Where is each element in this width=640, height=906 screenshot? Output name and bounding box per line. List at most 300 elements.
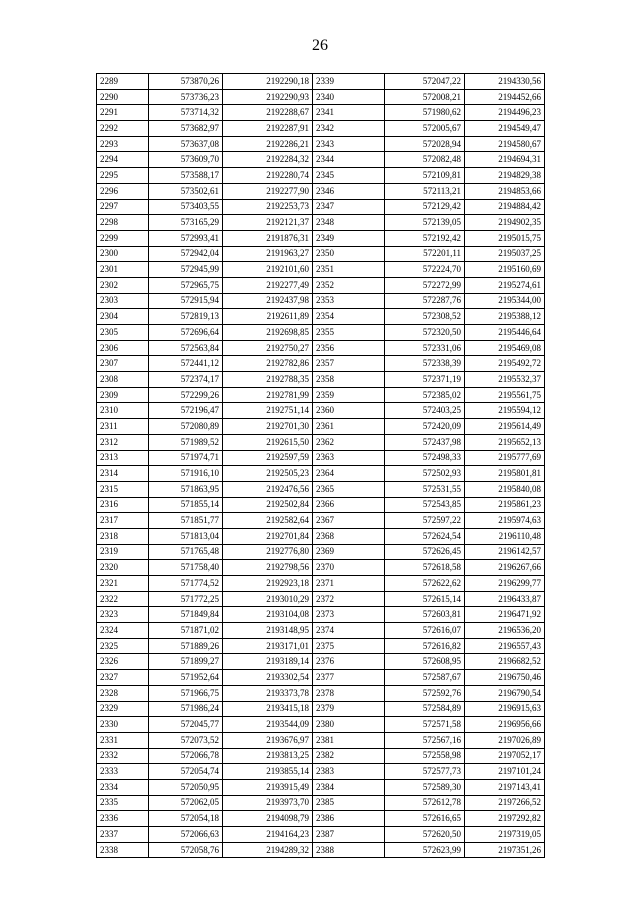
point-number-cell: 2369 bbox=[313, 544, 385, 560]
table-row bbox=[97, 293, 545, 309]
table-row bbox=[97, 105, 545, 121]
x-coordinate-cell: 572192,42 bbox=[385, 230, 465, 246]
point-number-cell: 2377 bbox=[313, 670, 385, 686]
point-number-cell: 2290 bbox=[97, 89, 149, 105]
y-coordinate-cell: 2195777,69 bbox=[465, 450, 545, 466]
point-number-cell: 2326 bbox=[97, 654, 149, 670]
y-coordinate-cell: 2196790,54 bbox=[465, 685, 545, 701]
x-coordinate-cell: 572612,78 bbox=[385, 795, 465, 811]
x-coordinate-cell: 572073,52 bbox=[149, 732, 223, 748]
x-coordinate-cell: 572502,93 bbox=[385, 466, 465, 482]
table-row bbox=[97, 246, 545, 262]
y-coordinate-cell: 2193373,78 bbox=[223, 685, 313, 701]
table-row bbox=[97, 528, 545, 544]
y-coordinate-cell: 2196956,66 bbox=[465, 717, 545, 733]
y-coordinate-cell: 2192277,90 bbox=[223, 183, 313, 199]
y-coordinate-cell: 2192788,35 bbox=[223, 372, 313, 388]
x-coordinate-cell: 572331,06 bbox=[385, 340, 465, 356]
y-coordinate-cell: 2195801,81 bbox=[465, 466, 545, 482]
y-coordinate-cell: 2192476,56 bbox=[223, 481, 313, 497]
point-number-cell: 2365 bbox=[313, 481, 385, 497]
point-number-cell: 2376 bbox=[313, 654, 385, 670]
table-row bbox=[97, 356, 545, 372]
point-number-cell: 2380 bbox=[313, 717, 385, 733]
point-number-cell: 2360 bbox=[313, 403, 385, 419]
y-coordinate-cell: 2192611,89 bbox=[223, 309, 313, 325]
x-coordinate-cell: 571899,27 bbox=[149, 654, 223, 670]
y-coordinate-cell: 2194829,38 bbox=[465, 168, 545, 184]
x-coordinate-cell: 571871,02 bbox=[149, 623, 223, 639]
y-coordinate-cell: 2192286,21 bbox=[223, 136, 313, 152]
y-coordinate-cell: 2192597,59 bbox=[223, 450, 313, 466]
y-coordinate-cell: 2192798,56 bbox=[223, 560, 313, 576]
table-row bbox=[97, 717, 545, 733]
point-number-cell: 2306 bbox=[97, 340, 149, 356]
point-number-cell: 2322 bbox=[97, 591, 149, 607]
x-coordinate-cell: 572441,12 bbox=[149, 356, 223, 372]
table-row bbox=[97, 387, 545, 403]
x-coordinate-cell: 572308,52 bbox=[385, 309, 465, 325]
table-row bbox=[97, 136, 545, 152]
point-number-cell: 2387 bbox=[313, 827, 385, 843]
x-coordinate-cell: 572420,09 bbox=[385, 419, 465, 435]
y-coordinate-cell: 2194164,23 bbox=[223, 827, 313, 843]
table-row bbox=[97, 215, 545, 231]
x-coordinate-cell: 572616,07 bbox=[385, 623, 465, 639]
y-coordinate-cell: 2196299,77 bbox=[465, 576, 545, 592]
point-number-cell: 2298 bbox=[97, 215, 149, 231]
x-coordinate-cell: 572945,99 bbox=[149, 262, 223, 278]
y-coordinate-cell: 2193171,01 bbox=[223, 638, 313, 654]
x-coordinate-cell: 573609,70 bbox=[149, 152, 223, 168]
y-coordinate-cell: 2196682,52 bbox=[465, 654, 545, 670]
y-coordinate-cell: 2196433,87 bbox=[465, 591, 545, 607]
x-coordinate-cell: 572942,04 bbox=[149, 246, 223, 262]
point-number-cell: 2330 bbox=[97, 717, 149, 733]
point-number-cell: 2291 bbox=[97, 105, 149, 121]
y-coordinate-cell: 2194580,67 bbox=[465, 136, 545, 152]
x-coordinate-cell: 573682,97 bbox=[149, 121, 223, 137]
x-coordinate-cell: 572050,95 bbox=[149, 779, 223, 795]
x-coordinate-cell: 571889,26 bbox=[149, 638, 223, 654]
x-coordinate-cell: 572113,21 bbox=[385, 183, 465, 199]
x-coordinate-cell: 572129,42 bbox=[385, 199, 465, 215]
y-coordinate-cell: 2193415,18 bbox=[223, 701, 313, 717]
y-coordinate-cell: 2195594,12 bbox=[465, 403, 545, 419]
y-coordinate-cell: 2196267,66 bbox=[465, 560, 545, 576]
point-number-cell: 2340 bbox=[313, 89, 385, 105]
y-coordinate-cell: 2195388,12 bbox=[465, 309, 545, 325]
y-coordinate-cell: 2195561,75 bbox=[465, 387, 545, 403]
y-coordinate-cell: 2192101,60 bbox=[223, 262, 313, 278]
point-number-cell: 2368 bbox=[313, 528, 385, 544]
point-number-cell: 2321 bbox=[97, 576, 149, 592]
table-row bbox=[97, 638, 545, 654]
x-coordinate-cell: 572320,50 bbox=[385, 325, 465, 341]
point-number-cell: 2354 bbox=[313, 309, 385, 325]
table-row bbox=[97, 403, 545, 419]
table-row bbox=[97, 434, 545, 450]
y-coordinate-cell: 2195652,13 bbox=[465, 434, 545, 450]
point-number-cell: 2372 bbox=[313, 591, 385, 607]
y-coordinate-cell: 2192923,18 bbox=[223, 576, 313, 592]
x-coordinate-cell: 572287,76 bbox=[385, 293, 465, 309]
table-row bbox=[97, 419, 545, 435]
table-row bbox=[97, 152, 545, 168]
table-row bbox=[97, 340, 545, 356]
x-coordinate-cell: 572374,17 bbox=[149, 372, 223, 388]
table-row bbox=[97, 827, 545, 843]
x-coordinate-cell: 573870,26 bbox=[149, 74, 223, 90]
point-number-cell: 2289 bbox=[97, 74, 149, 90]
x-coordinate-cell: 572028,94 bbox=[385, 136, 465, 152]
table-row bbox=[97, 372, 545, 388]
y-coordinate-cell: 2195274,61 bbox=[465, 277, 545, 293]
table-row bbox=[97, 732, 545, 748]
y-coordinate-cell: 2196557,43 bbox=[465, 638, 545, 654]
y-coordinate-cell: 2192615,50 bbox=[223, 434, 313, 450]
x-coordinate-cell: 572696,64 bbox=[149, 325, 223, 341]
y-coordinate-cell: 2197026,89 bbox=[465, 732, 545, 748]
point-number-cell: 2386 bbox=[313, 811, 385, 827]
point-number-cell: 2334 bbox=[97, 779, 149, 795]
y-coordinate-cell: 2194452,66 bbox=[465, 89, 545, 105]
point-number-cell: 2362 bbox=[313, 434, 385, 450]
y-coordinate-cell: 2194289,32 bbox=[223, 842, 313, 858]
x-coordinate-cell: 572109,81 bbox=[385, 168, 465, 184]
x-coordinate-cell: 572272,99 bbox=[385, 277, 465, 293]
table-row bbox=[97, 230, 545, 246]
point-number-cell: 2351 bbox=[313, 262, 385, 278]
y-coordinate-cell: 2192253,73 bbox=[223, 199, 313, 215]
x-coordinate-cell: 573736,23 bbox=[149, 89, 223, 105]
y-coordinate-cell: 2196750,46 bbox=[465, 670, 545, 686]
x-coordinate-cell: 572531,55 bbox=[385, 481, 465, 497]
point-number-cell: 2292 bbox=[97, 121, 149, 137]
point-number-cell: 2342 bbox=[313, 121, 385, 137]
y-coordinate-cell: 2195614,49 bbox=[465, 419, 545, 435]
y-coordinate-cell: 2196536,20 bbox=[465, 623, 545, 639]
x-coordinate-cell: 571980,62 bbox=[385, 105, 465, 121]
x-coordinate-cell: 571772,25 bbox=[149, 591, 223, 607]
y-coordinate-cell: 2193302,54 bbox=[223, 670, 313, 686]
point-number-cell: 2331 bbox=[97, 732, 149, 748]
y-coordinate-cell: 2194902,35 bbox=[465, 215, 545, 231]
point-number-cell: 2301 bbox=[97, 262, 149, 278]
y-coordinate-cell: 2192701,84 bbox=[223, 528, 313, 544]
y-coordinate-cell: 2194694,31 bbox=[465, 152, 545, 168]
x-coordinate-cell: 571765,48 bbox=[149, 544, 223, 560]
point-number-cell: 2339 bbox=[313, 74, 385, 90]
x-coordinate-cell: 572054,74 bbox=[149, 764, 223, 780]
y-coordinate-cell: 2192582,64 bbox=[223, 513, 313, 529]
table-row bbox=[97, 654, 545, 670]
point-number-cell: 2296 bbox=[97, 183, 149, 199]
x-coordinate-cell: 572437,98 bbox=[385, 434, 465, 450]
y-coordinate-cell: 2195840,08 bbox=[465, 481, 545, 497]
y-coordinate-cell: 2192277,49 bbox=[223, 277, 313, 293]
table-row bbox=[97, 701, 545, 717]
y-coordinate-cell: 2195974,63 bbox=[465, 513, 545, 529]
x-coordinate-cell: 572597,22 bbox=[385, 513, 465, 529]
y-coordinate-cell: 2192290,93 bbox=[223, 89, 313, 105]
x-coordinate-cell: 572224,70 bbox=[385, 262, 465, 278]
point-number-cell: 2293 bbox=[97, 136, 149, 152]
x-coordinate-cell: 572571,58 bbox=[385, 717, 465, 733]
point-number-cell: 2343 bbox=[313, 136, 385, 152]
point-number-cell: 2302 bbox=[97, 277, 149, 293]
y-coordinate-cell: 2193010,29 bbox=[223, 591, 313, 607]
table-row bbox=[97, 811, 545, 827]
y-coordinate-cell: 2192287,91 bbox=[223, 121, 313, 137]
x-coordinate-cell: 572062,05 bbox=[149, 795, 223, 811]
x-coordinate-cell: 572403,25 bbox=[385, 403, 465, 419]
point-number-cell: 2300 bbox=[97, 246, 149, 262]
point-number-cell: 2314 bbox=[97, 466, 149, 482]
point-number-cell: 2305 bbox=[97, 325, 149, 341]
x-coordinate-cell: 573714,32 bbox=[149, 105, 223, 121]
point-number-cell: 2310 bbox=[97, 403, 149, 419]
y-coordinate-cell: 2192502,84 bbox=[223, 497, 313, 513]
table-row bbox=[97, 795, 545, 811]
x-coordinate-cell: 572626,45 bbox=[385, 544, 465, 560]
y-coordinate-cell: 2192505,23 bbox=[223, 466, 313, 482]
table-row bbox=[97, 309, 545, 325]
y-coordinate-cell: 2197052,17 bbox=[465, 748, 545, 764]
table-row bbox=[97, 450, 545, 466]
x-coordinate-cell: 571774,52 bbox=[149, 576, 223, 592]
table-row bbox=[97, 764, 545, 780]
point-number-cell: 2384 bbox=[313, 779, 385, 795]
point-number-cell: 2366 bbox=[313, 497, 385, 513]
x-coordinate-cell: 572045,77 bbox=[149, 717, 223, 733]
point-number-cell: 2319 bbox=[97, 544, 149, 560]
point-number-cell: 2358 bbox=[313, 372, 385, 388]
point-number-cell: 2323 bbox=[97, 607, 149, 623]
x-coordinate-cell: 572620,50 bbox=[385, 827, 465, 843]
table-row bbox=[97, 183, 545, 199]
point-number-cell: 2299 bbox=[97, 230, 149, 246]
x-coordinate-cell: 572819,13 bbox=[149, 309, 223, 325]
table-row bbox=[97, 685, 545, 701]
y-coordinate-cell: 2195861,23 bbox=[465, 497, 545, 513]
x-coordinate-cell: 572603,81 bbox=[385, 607, 465, 623]
point-number-cell: 2325 bbox=[97, 638, 149, 654]
y-coordinate-cell: 2195492,72 bbox=[465, 356, 545, 372]
table-row bbox=[97, 560, 545, 576]
y-coordinate-cell: 2193813,25 bbox=[223, 748, 313, 764]
y-coordinate-cell: 2192290,18 bbox=[223, 74, 313, 90]
x-coordinate-cell: 572371,19 bbox=[385, 372, 465, 388]
x-coordinate-cell: 573637,08 bbox=[149, 136, 223, 152]
y-coordinate-cell: 2191963,27 bbox=[223, 246, 313, 262]
x-coordinate-cell: 571813,04 bbox=[149, 528, 223, 544]
x-coordinate-cell: 572622,62 bbox=[385, 576, 465, 592]
y-coordinate-cell: 2197351,26 bbox=[465, 842, 545, 858]
x-coordinate-cell: 571986,24 bbox=[149, 701, 223, 717]
table-row bbox=[97, 262, 545, 278]
table-row bbox=[97, 623, 545, 639]
point-number-cell: 2341 bbox=[313, 105, 385, 121]
table-row bbox=[97, 89, 545, 105]
point-number-cell: 2364 bbox=[313, 466, 385, 482]
table-row bbox=[97, 168, 545, 184]
table-row bbox=[97, 748, 545, 764]
x-coordinate-cell: 572616,82 bbox=[385, 638, 465, 654]
y-coordinate-cell: 2197101,24 bbox=[465, 764, 545, 780]
x-coordinate-cell: 572577,73 bbox=[385, 764, 465, 780]
table-row bbox=[97, 576, 545, 592]
y-coordinate-cell: 2197319,05 bbox=[465, 827, 545, 843]
table-row bbox=[97, 481, 545, 497]
y-coordinate-cell: 2192782,86 bbox=[223, 356, 313, 372]
point-number-cell: 2324 bbox=[97, 623, 149, 639]
x-coordinate-cell: 572965,75 bbox=[149, 277, 223, 293]
x-coordinate-cell: 572567,16 bbox=[385, 732, 465, 748]
y-coordinate-cell: 2191876,31 bbox=[223, 230, 313, 246]
page-number: 26 bbox=[312, 37, 328, 54]
y-coordinate-cell: 2195344,00 bbox=[465, 293, 545, 309]
y-coordinate-cell: 2193973,70 bbox=[223, 795, 313, 811]
table-row bbox=[97, 513, 545, 529]
point-number-cell: 2357 bbox=[313, 356, 385, 372]
y-coordinate-cell: 2194884,42 bbox=[465, 199, 545, 215]
point-number-cell: 2335 bbox=[97, 795, 149, 811]
table-row bbox=[97, 199, 545, 215]
x-coordinate-cell: 571851,77 bbox=[149, 513, 223, 529]
point-number-cell: 2329 bbox=[97, 701, 149, 717]
x-coordinate-cell: 572623,99 bbox=[385, 842, 465, 858]
x-coordinate-cell: 572008,21 bbox=[385, 89, 465, 105]
point-number-cell: 2332 bbox=[97, 748, 149, 764]
point-number-cell: 2371 bbox=[313, 576, 385, 592]
x-coordinate-cell: 572543,85 bbox=[385, 497, 465, 513]
point-number-cell: 2381 bbox=[313, 732, 385, 748]
point-number-cell: 2367 bbox=[313, 513, 385, 529]
x-coordinate-cell: 571758,40 bbox=[149, 560, 223, 576]
x-coordinate-cell: 572082,48 bbox=[385, 152, 465, 168]
y-coordinate-cell: 2194330,56 bbox=[465, 74, 545, 90]
x-coordinate-cell: 573165,29 bbox=[149, 215, 223, 231]
x-coordinate-cell: 572080,89 bbox=[149, 419, 223, 435]
point-number-cell: 2363 bbox=[313, 450, 385, 466]
x-coordinate-cell: 572993,41 bbox=[149, 230, 223, 246]
x-coordinate-cell: 571952,64 bbox=[149, 670, 223, 686]
x-coordinate-cell: 573403,55 bbox=[149, 199, 223, 215]
point-number-cell: 2316 bbox=[97, 497, 149, 513]
x-coordinate-cell: 571855,14 bbox=[149, 497, 223, 513]
point-number-cell: 2336 bbox=[97, 811, 149, 827]
x-coordinate-cell: 572563,84 bbox=[149, 340, 223, 356]
y-coordinate-cell: 2192280,74 bbox=[223, 168, 313, 184]
x-coordinate-cell: 572615,14 bbox=[385, 591, 465, 607]
table-row bbox=[97, 466, 545, 482]
x-coordinate-cell: 572054,18 bbox=[149, 811, 223, 827]
point-number-cell: 2374 bbox=[313, 623, 385, 639]
y-coordinate-cell: 2195160,69 bbox=[465, 262, 545, 278]
point-number-cell: 2308 bbox=[97, 372, 149, 388]
x-coordinate-cell: 571966,75 bbox=[149, 685, 223, 701]
x-coordinate-cell: 572616,65 bbox=[385, 811, 465, 827]
table-row bbox=[97, 277, 545, 293]
x-coordinate-cell: 572618,58 bbox=[385, 560, 465, 576]
point-number-cell: 2355 bbox=[313, 325, 385, 341]
x-coordinate-cell: 571849,84 bbox=[149, 607, 223, 623]
point-number-cell: 2345 bbox=[313, 168, 385, 184]
y-coordinate-cell: 2197143,41 bbox=[465, 779, 545, 795]
x-coordinate-cell: 572299,26 bbox=[149, 387, 223, 403]
x-coordinate-cell: 572592,76 bbox=[385, 685, 465, 701]
point-number-cell: 2375 bbox=[313, 638, 385, 654]
x-coordinate-cell: 571916,10 bbox=[149, 466, 223, 482]
y-coordinate-cell: 2196915,63 bbox=[465, 701, 545, 717]
point-number-cell: 2317 bbox=[97, 513, 149, 529]
x-coordinate-cell: 572005,67 bbox=[385, 121, 465, 137]
y-coordinate-cell: 2195037,25 bbox=[465, 246, 545, 262]
point-number-cell: 2347 bbox=[313, 199, 385, 215]
x-coordinate-cell: 572047,22 bbox=[385, 74, 465, 90]
point-number-cell: 2352 bbox=[313, 277, 385, 293]
y-coordinate-cell: 2194549,47 bbox=[465, 121, 545, 137]
y-coordinate-cell: 2192781,99 bbox=[223, 387, 313, 403]
point-number-cell: 2346 bbox=[313, 183, 385, 199]
point-number-cell: 2309 bbox=[97, 387, 149, 403]
point-number-cell: 2307 bbox=[97, 356, 149, 372]
y-coordinate-cell: 2192284,32 bbox=[223, 152, 313, 168]
point-number-cell: 2349 bbox=[313, 230, 385, 246]
y-coordinate-cell: 2196110,48 bbox=[465, 528, 545, 544]
coordinates-table bbox=[96, 73, 545, 858]
point-number-cell: 2311 bbox=[97, 419, 149, 435]
point-number-cell: 2318 bbox=[97, 528, 149, 544]
point-number-cell: 2385 bbox=[313, 795, 385, 811]
x-coordinate-cell: 572201,11 bbox=[385, 246, 465, 262]
x-coordinate-cell: 571974,71 bbox=[149, 450, 223, 466]
x-coordinate-cell: 572066,63 bbox=[149, 827, 223, 843]
point-number-cell: 2294 bbox=[97, 152, 149, 168]
x-coordinate-cell: 571989,52 bbox=[149, 434, 223, 450]
point-number-cell: 2338 bbox=[97, 842, 149, 858]
y-coordinate-cell: 2192698,85 bbox=[223, 325, 313, 341]
table-row bbox=[97, 779, 545, 795]
x-coordinate-cell: 572624,54 bbox=[385, 528, 465, 544]
y-coordinate-cell: 2192121,37 bbox=[223, 215, 313, 231]
point-number-cell: 2315 bbox=[97, 481, 149, 497]
x-coordinate-cell: 572558,98 bbox=[385, 748, 465, 764]
table-row bbox=[97, 325, 545, 341]
point-number-cell: 2379 bbox=[313, 701, 385, 717]
y-coordinate-cell: 2194098,79 bbox=[223, 811, 313, 827]
x-coordinate-cell: 572385,02 bbox=[385, 387, 465, 403]
point-number-cell: 2328 bbox=[97, 685, 149, 701]
point-number-cell: 2348 bbox=[313, 215, 385, 231]
table-row bbox=[97, 497, 545, 513]
point-number-cell: 2337 bbox=[97, 827, 149, 843]
y-coordinate-cell: 2193676,97 bbox=[223, 732, 313, 748]
table-row bbox=[97, 121, 545, 137]
table-body bbox=[97, 74, 545, 858]
x-coordinate-cell: 572058,76 bbox=[149, 842, 223, 858]
point-number-cell: 2378 bbox=[313, 685, 385, 701]
point-number-cell: 2303 bbox=[97, 293, 149, 309]
point-number-cell: 2388 bbox=[313, 842, 385, 858]
point-number-cell: 2350 bbox=[313, 246, 385, 262]
x-coordinate-cell: 572584,89 bbox=[385, 701, 465, 717]
x-coordinate-cell: 572196,47 bbox=[149, 403, 223, 419]
y-coordinate-cell: 2196471,92 bbox=[465, 607, 545, 623]
y-coordinate-cell: 2195532,37 bbox=[465, 372, 545, 388]
y-coordinate-cell: 2193544,09 bbox=[223, 717, 313, 733]
